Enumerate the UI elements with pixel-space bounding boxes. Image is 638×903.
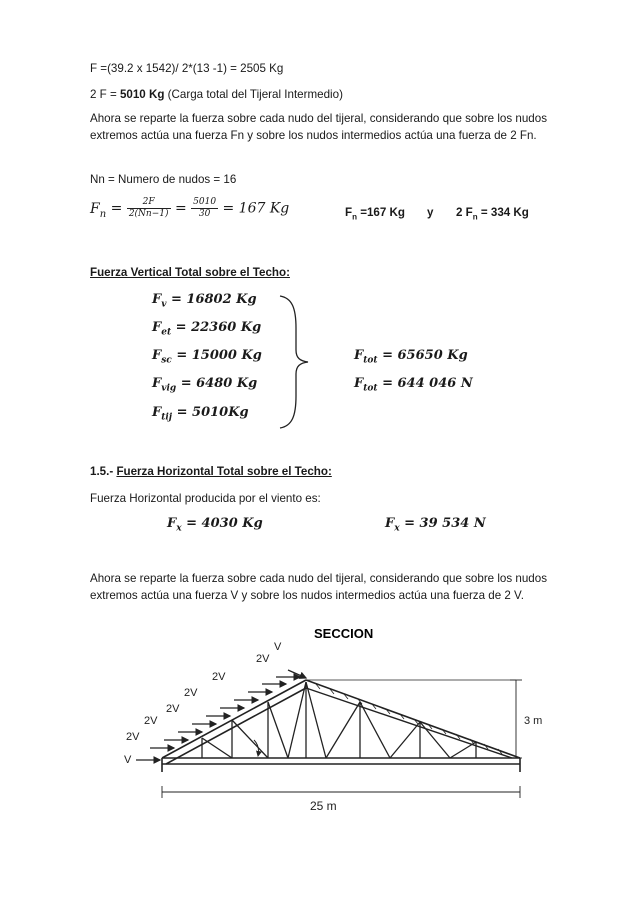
force-fv: $F_v = 16802$ Kg <box>152 292 257 310</box>
figure-title: SECCION <box>314 626 374 641</box>
fn-result-a: $F_n =167$ Kg <box>345 206 405 222</box>
left-web-members <box>202 682 306 758</box>
distribution-paragraph-fn: Ahora se reparte la fuerza sobre cada nudo del tijeral, considerando que sobre los nudos extremos actúa una fuerza Fn y sobre los nudos intermedios actúa una fuerza de 2 Fn. <box>90 112 547 142</box>
line2-suffix: (Carga total del Tijeral Intermedio) <box>164 88 343 101</box>
right-web-members <box>306 682 476 758</box>
fn-fraction-2: $\frac{5010}{30}$ <box>193 197 217 219</box>
fn-fraction-1: $\frac{2F}{2(Nn-1)}$ <box>128 197 169 219</box>
load-label-2v-3: 2V <box>166 703 180 715</box>
load-label-2v-2: 2V <box>144 715 158 727</box>
load-label-v-2: V <box>274 641 282 653</box>
distribution-paragraph-v: Ahora se reparte la fuerza sobre cada nudo del tijeral, considerando que sobre los nudos extremos actúa una fuerza V y sobre los nudos intermedios actúa una fuerza de 2 V. <box>90 572 547 602</box>
fn-result: = 167 Kg <box>222 200 290 217</box>
load-arrows <box>136 670 306 760</box>
calc-line-2f <box>90 86 343 103</box>
truss-section-figure <box>120 622 560 818</box>
line2-prefix: 2 F = <box>90 88 120 101</box>
load-label-2v-1: 2V <box>126 731 140 743</box>
load-label-v-1: V <box>124 754 132 766</box>
fn-lhs: $F_n$ <box>90 200 107 220</box>
load-label-2v-6: 2V <box>256 653 270 665</box>
brace-icon <box>278 294 312 430</box>
calc-line-f: F =(39.2 x 1542)/ 2*(13 -1) = 2505 Kg <box>90 62 284 75</box>
fn-result-b: 2 $F_n = 334$ Kg <box>456 206 529 222</box>
fn-eq-1: = <box>110 200 123 217</box>
vertical-force-heading: Fuerza Vertical Total sobre el Techo: <box>90 266 290 279</box>
force-fet: $F_{et} = 22360$ Kg <box>152 320 262 338</box>
load-label-2v-4: 2V <box>184 687 198 699</box>
force-ftij: $F_{tij} = 5010Kg$ <box>152 405 249 423</box>
section-1-5-heading <box>90 463 332 480</box>
fn-eq-2: = <box>174 200 187 217</box>
section-number: 1.5.- <box>90 465 114 478</box>
force-fx-kg: $F_x = 4030$ Kg <box>167 516 263 534</box>
force-fvig: $F_{vig} = 6480$ Kg <box>152 376 258 394</box>
force-fsc: $F_{sc} = 15000$ Kg <box>152 348 262 366</box>
force-ftot-kg: $F_{tot} = 65650$ Kg <box>354 348 468 366</box>
fn-result-and: y <box>427 206 434 219</box>
force-ftot-n: $F_{tot} = 644$ 046 N <box>354 376 473 394</box>
fn-formula <box>90 197 289 220</box>
force-fx-n: $F_x = 39$ 534 N <box>385 516 486 534</box>
load-label-2v-5: 2V <box>212 671 226 683</box>
height-label: 3 m <box>524 715 543 727</box>
line2-bold-value: 5010 Kg <box>119 88 165 101</box>
span-label: 25 m <box>310 799 337 813</box>
horizontal-intro: Fuerza Horizontal producida por el viento es: <box>90 492 321 505</box>
node-count-line: Nn = Numero de nudos = 16 <box>90 173 237 186</box>
section-title: Fuerza Horizontal Total sobre el Techo: <box>116 465 332 478</box>
